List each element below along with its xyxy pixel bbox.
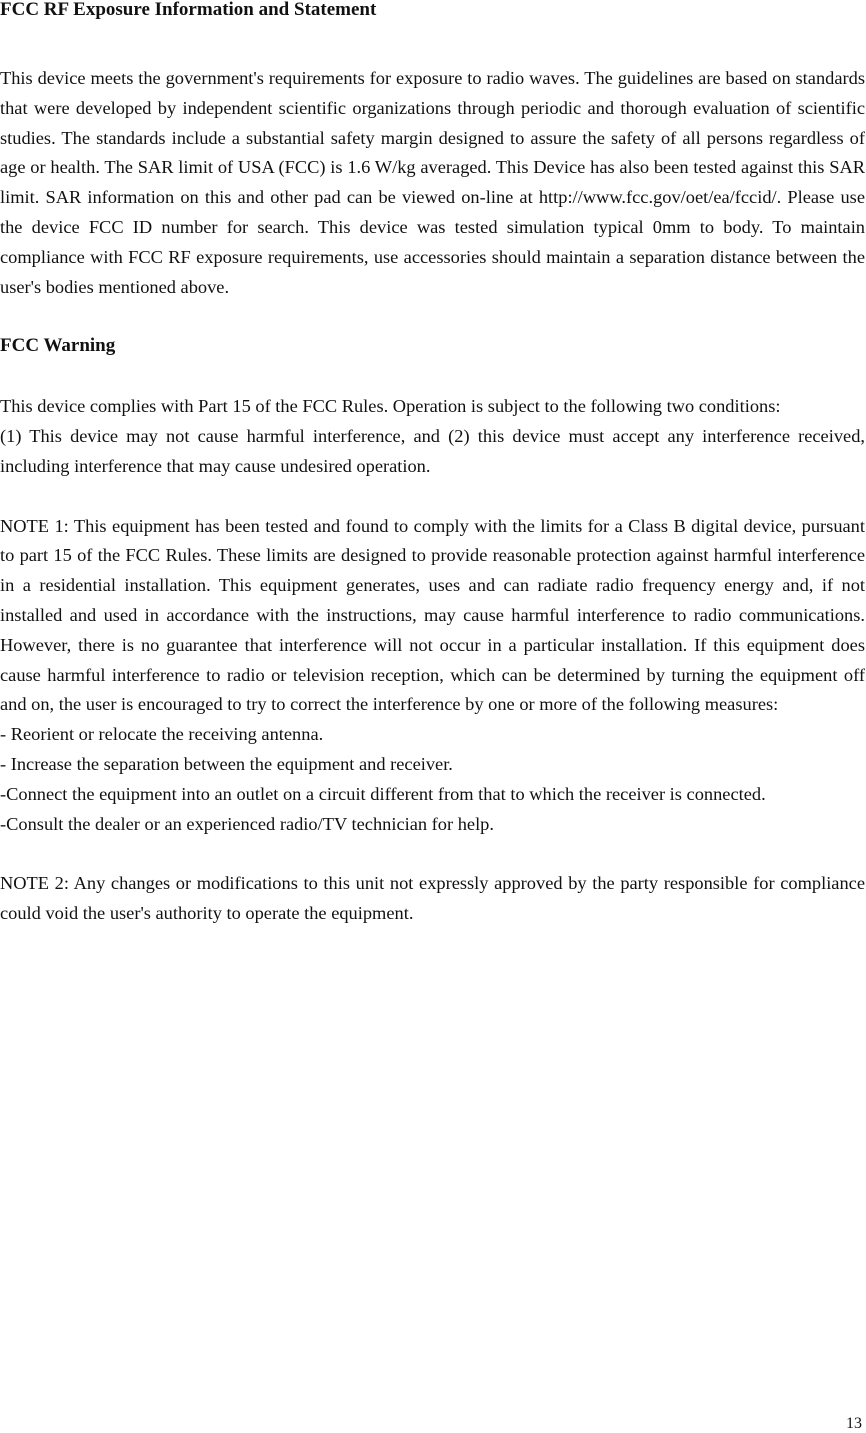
measure-item: - Reorient or relocate the receiving antenna. — [0, 724, 324, 745]
fcc-warning-intro: This device complies with Part 15 of the FCC Rules. Operation is subject to the following two conditions: — [0, 396, 781, 417]
measure-item: -Consult the dealer or an experienced radio/TV technician for help. — [0, 813, 494, 834]
spacer — [0, 355, 866, 392]
page-number: 13 — [846, 1415, 862, 1432]
note-1-paragraph: NOTE 1: This equipment has been tested and found to comply with the limits for a Class B digital device, pursuant to part 15 of the FCC Rules. These limits are designed to provide reasonable protection against harmful interference in a residential installation. This equipment generates, uses and can radiate radio frequency energy and, if not installed and used in accordance with the instructions, may cause harmful interference to radio communications. However, there is no guarantee that interference will not occur in a particular installation. If this equipment does cause harmful interference to radio or television reception, which can be determined by turning the equipment off and on, the user is encouraged to try to correct the interference by one or more of the following measures: — [0, 515, 865, 715]
spacer — [0, 19, 866, 64]
fcc-warning-heading: FCC Warning — [0, 335, 116, 357]
measure-item: -Connect the equipment into an outlet on a circuit different from that to which the receiver is connected. — [0, 783, 766, 804]
rf-exposure-paragraph: This device meets the government's requirements for exposure to radio waves. The guidelines are based on standards that were developed by independent scientific organizations through periodic and thorough evaluation of scientific studies. The standards include a substantial safety margin designed to assure the safety of all persons regardless of age or health. The SAR limit of USA (FCC) is 1.6 W/kg averaged. This Device has also been tested against this SAR limit. SAR information on this and other pad can be viewed on‐line at http://www.fcc.gov/oet/ea/fccid/. Please use the device FCC ID number for search. This device was tested simulation typical 0mm to body. To maintain compliance with FCC RF exposure requirements, use accessories should maintain a separation distance between the user's bodies mentioned above. — [0, 68, 865, 297]
spacer — [0, 482, 866, 512]
rf-exposure-heading: FCC RF Exposure Information and Statement — [0, 0, 377, 20]
spacer — [0, 302, 866, 336]
spacer — [0, 839, 866, 869]
note-2-paragraph: NOTE 2: Any changes or modifications to this unit not expressly approved by the party responsible for compliance could void the user's authority to operate the equipment. — [0, 873, 865, 923]
fcc-warning-conditions: (1) This device may not cause harmful interference, and (2) this device must accept any interference received, including interference that may cause undesired operation. — [0, 426, 865, 476]
measure-item: - Increase the separation between the equipment and receiver. — [0, 753, 453, 774]
